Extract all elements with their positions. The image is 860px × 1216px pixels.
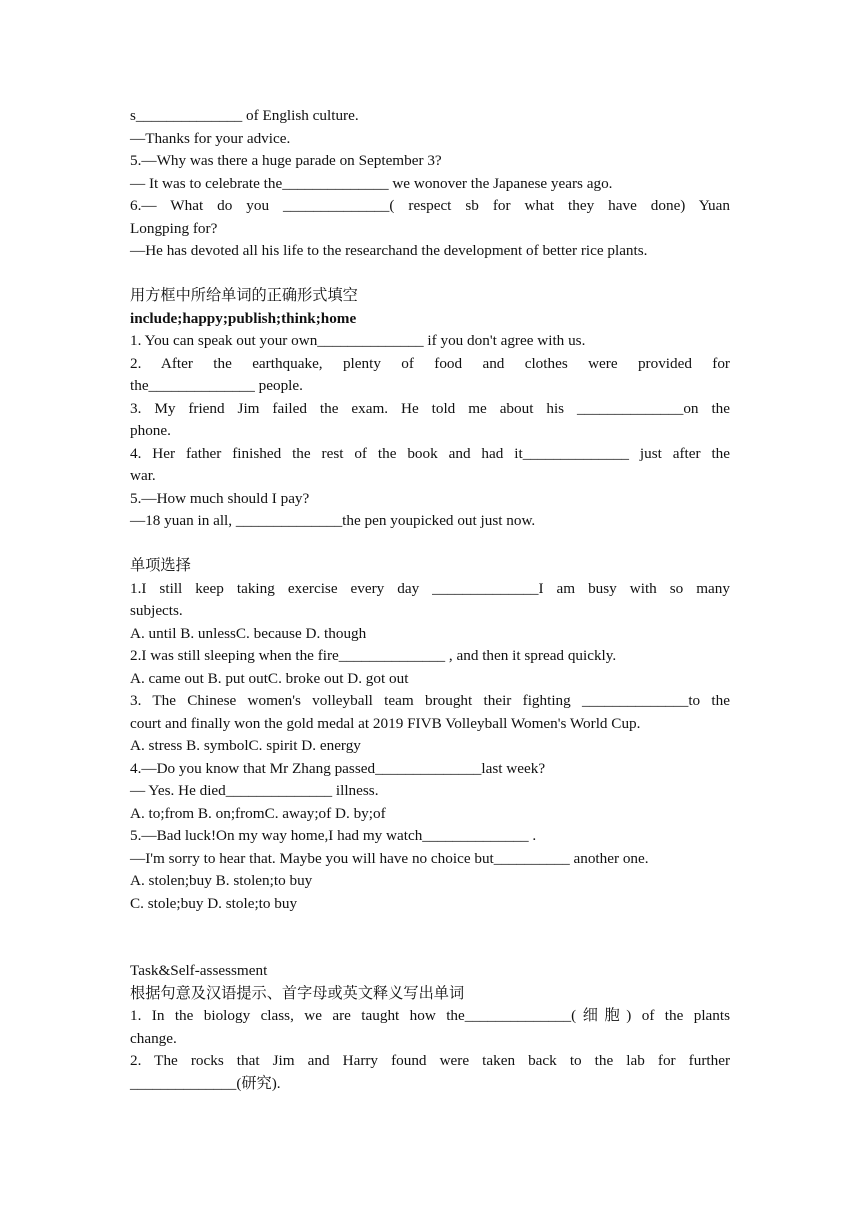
text-line: war.: [130, 467, 156, 484]
text-line: court and finally won the gold medal at 2019 FIVB Volleyball Women's World Cup.: [130, 714, 641, 732]
text-line: 1.I still keep taking exercise every day ______________I am busy with so many: [130, 579, 730, 597]
spacer: [130, 263, 730, 286]
text-line: 5.—Bad luck!On my way home,I had my watch______________ .: [130, 827, 537, 844]
section-heading: 根据句意及汉语提示、首字母或英文释义写出单词: [130, 984, 465, 1002]
section-task-self-assessment: [130, 960, 730, 1095]
text-line: 3. The Chinese women's volleyball team brought their fighting ______________to the: [130, 692, 730, 709]
text-line: the______________ people.: [130, 377, 303, 394]
text-line: 5.—Why was there a huge parade on September 3?: [130, 152, 442, 169]
text-line: A. until B. unlessC. because D. though: [130, 624, 367, 642]
text-line: ______________(研究).: [130, 1074, 281, 1092]
question-list: [130, 578, 730, 916]
section-word-forms: [130, 285, 730, 533]
text-line: 4. Her father finished the rest of the book and had it______________ just after the: [130, 444, 730, 462]
text-line: 1. In the biology class, we are taught how the______________(细胞) of the plants: [130, 1007, 730, 1024]
document-page: [130, 105, 730, 1095]
exercise-continuation: [130, 105, 730, 263]
text-line: —Thanks for your advice.: [130, 129, 291, 147]
text-line: Longping for?: [130, 219, 218, 237]
text-line: 5.―How much should I pay?: [130, 489, 310, 507]
text-line: — It was to celebrate the______________ we wonover the Japanese years ago.: [130, 174, 613, 192]
question-list: [130, 330, 730, 533]
text-line: change.: [130, 1029, 177, 1047]
section-heading: 单项选择: [130, 557, 191, 574]
text-line: 6.— What do you ______________( respect sb for what they have done) Yuan: [130, 197, 730, 214]
section-title: Task&Self-assessment: [130, 962, 268, 979]
text-line: 2. The rocks that Jim and Harry found were taken back to the lab for further: [130, 1052, 730, 1069]
text-line: 2. After the earthquake, plenty of food and clothes were provided for: [130, 354, 730, 372]
text-line: 3. My friend Jim failed the exam. He told me about his ______________on the: [130, 399, 730, 417]
text-line: A. stress B. symbolC. spirit D. energy: [130, 737, 361, 754]
text-line: A. stolen;buy B. stolen;to buy: [130, 872, 313, 889]
text-line: 1. You can speak out your own______________ if you don't agree with us.: [130, 332, 586, 349]
text-line: —18 yuan in all, ______________the pen youpicked out just now.: [130, 512, 536, 529]
spacer: [130, 915, 730, 960]
text-line: C. stole;buy D. stole;to buy: [130, 894, 298, 912]
spacer: [130, 533, 730, 556]
text-line: A. came out B. put outC. broke out D. got out: [130, 669, 409, 687]
text-line: subjects.: [130, 602, 183, 619]
text-line: —I'm sorry to hear that. Maybe you will have no choice but__________ another one.: [130, 849, 649, 867]
text-line: 4.—Do you know that Mr Zhang passed______________last week?: [130, 759, 546, 777]
question-list: [130, 1005, 730, 1095]
text-line: 2.I was still sleeping when the fire______________ , and then it spread quickly.: [130, 647, 617, 664]
text-line: — Yes. He died______________ illness.: [130, 782, 379, 799]
text-line: phone.: [130, 422, 171, 439]
text-line: s______________ of English culture.: [130, 107, 359, 124]
text-line: —He has devoted all his life to the researchand the development of better rice plants.: [130, 242, 648, 259]
section-multiple-choice: [130, 555, 730, 915]
text-line: A. to;from B. on;fromC. away;of D. by;of: [130, 804, 386, 822]
section-heading: 用方框中所给单词的正确形式填空: [130, 287, 358, 304]
word-box: include;happy;publish;think;home: [130, 309, 357, 327]
